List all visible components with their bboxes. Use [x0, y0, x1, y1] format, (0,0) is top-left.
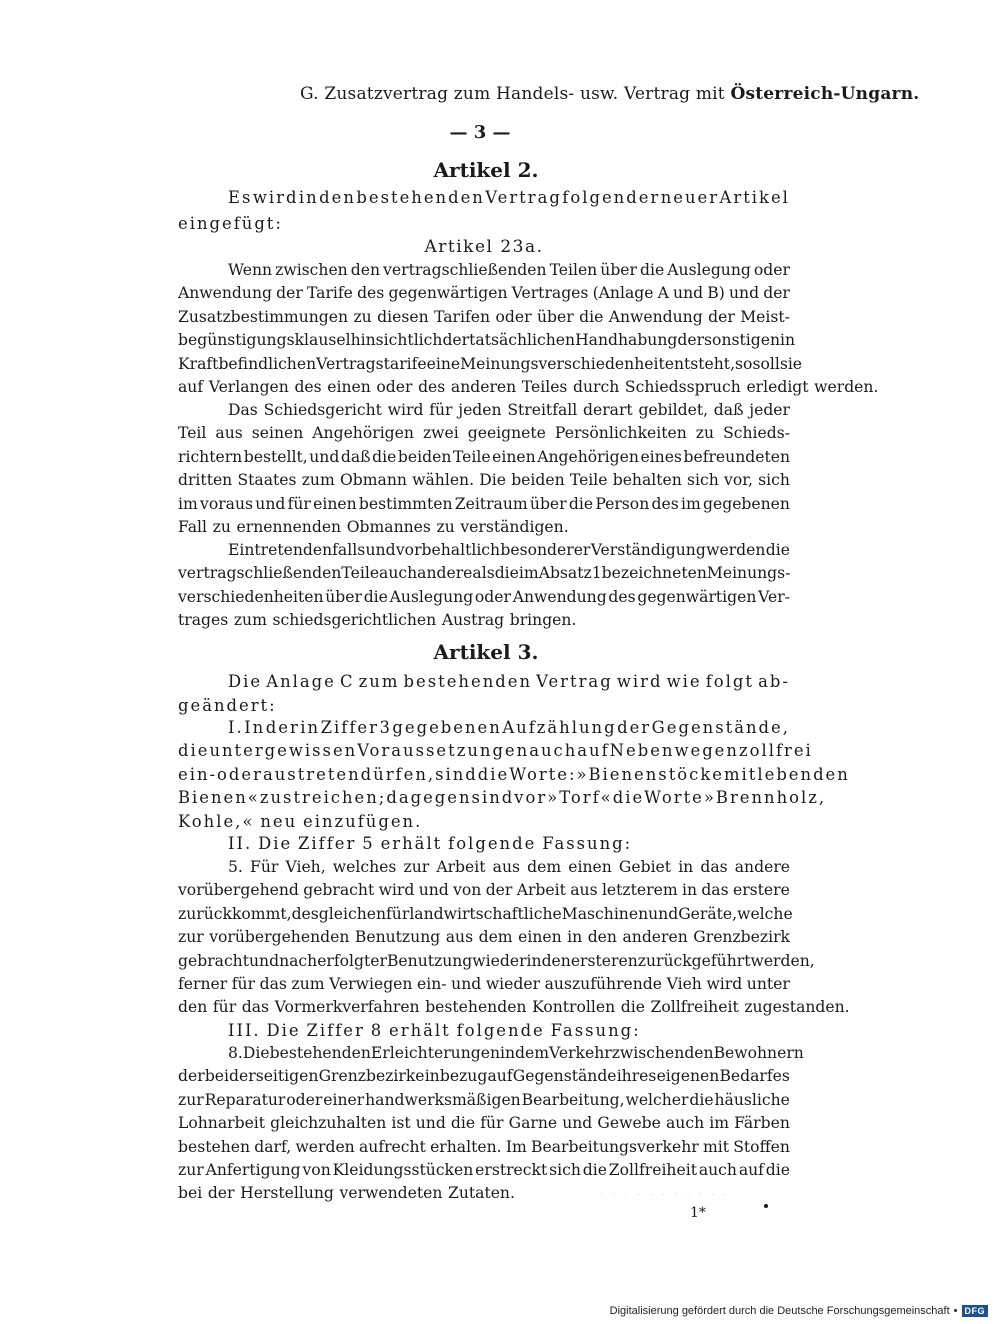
sheet-signature: 1* — [690, 1205, 706, 1221]
text-line: III. Die Ziffer 8 erhält folgende Fassung: — [228, 1021, 641, 1040]
text-line: Fall zu ernennenden Obmannes zu verständigen. — [178, 518, 569, 536]
text-line: ein- oder austreten dürfen, sind die Worte: »Bienenstöcke mit lebenden — [178, 764, 850, 784]
text-line: bestehen darf, werden aufrecht erhalten. Im Bearbeitungsverkehr mit Stoffen — [178, 1137, 790, 1156]
text-line: bei der Herstellung verwendeten Zutaten. — [178, 1184, 515, 1203]
text-line: 8. Die bestehenden Erleichterungen in dem Verkehr zwischen den Bewohnern — [228, 1044, 804, 1062]
text-line: Das Schiedsgericht wird für jeden Streitfall derart gebildet, daß jeder — [228, 401, 790, 419]
text-line: vorübergehend gebracht wird und von der Arbeit aus letzterem in das erstere — [178, 881, 790, 900]
footer-bullet: • — [953, 1305, 958, 1317]
text-line: Wenn zwischen den vertragschließenden Teilen über die Auslegung oder — [228, 261, 790, 279]
digitization-footer — [610, 1302, 988, 1320]
text-line: Die Anlage C zum bestehenden Vertrag wird wie folgt ab- — [228, 672, 790, 691]
text-line: die unter gewissen Voraussetzungen auch auf Nebenwegen zollfrei — [178, 741, 813, 761]
text-line: auf Verlangen des einen oder des anderen Teiles durch Schiedsspruch erledigt werden. — [178, 378, 879, 396]
text-line: Lohnarbeit gleichzuhalten ist und die für Garne und Gewebe auch im Färben — [178, 1114, 790, 1133]
text-line: Eintretendenfalls und vorbehaltlich besonderer Verständigung werden die — [228, 541, 790, 559]
text-line: zur Reparatur oder einer handwerksmäßigen Bearbeitung, welcher die häusliche — [178, 1090, 790, 1109]
faint-print-dots: · · · · · · · · · · · — [600, 1190, 730, 1201]
article-2-heading: Artikel 2. — [433, 158, 539, 182]
text-line: den für das Vormerkverfahren bestehenden Kontrollen die Zollfreiheit zugestanden. — [178, 998, 850, 1017]
text-line: zurückkommt, desgleichen für landwirtschaftliche Maschinen und Geräte, welche — [178, 904, 793, 923]
text-line: Kohle,« neu einzufügen. — [178, 811, 423, 831]
text-line: zur Anfertigung von Kleidungsstücken erstreckt sich die Zollfreiheit auch auf die — [178, 1161, 790, 1179]
text-line: II. Die Ziffer 5 erhält folgende Fassung: — [228, 834, 633, 853]
text-line: verschiedenheiten über die Auslegung oder Anwendung des gegenwärtigen Ver- — [178, 587, 790, 606]
text-line: gebracht und nach erfolgter Benutzung wieder in den ersteren zurückgeführt werden, — [178, 951, 815, 970]
text-line: trages zum schiedsgerichtlichen Austrag bringen. — [178, 611, 577, 630]
text-line: Anwendung der Tarife des gegenwärtigen Vertrages (Anlage A und B) und der — [178, 284, 790, 303]
text-line: dritten Staates zum Obmann wählen. Die beiden Teile behalten sich vor, sich — [178, 471, 790, 490]
text-line: zur vorübergehenden Benutzung aus dem einen in den anderen Grenzbezirk — [178, 928, 790, 947]
text-line: Teil aus seinen Angehörigen zwei geeignete Persönlichkeiten zu Schieds- — [178, 424, 790, 443]
article-3-heading: Artikel 3. — [433, 640, 539, 664]
text-line: Es wird in den bestehenden Vertrag folgender neuer Artikel — [228, 188, 790, 207]
dfg-logo: DFG — [962, 1305, 989, 1317]
running-head-country: Österreich-Ungarn. — [730, 84, 920, 104]
text-line: richtern bestellt, und daß die beiden Teile einen Angehörigen eines befreundeten — [178, 447, 790, 466]
text-line: im voraus und für einen bestimmten Zeitraum über die Person des im gegebenen — [178, 494, 790, 513]
print-dot — [764, 1204, 768, 1208]
text-line: Kraft befindlichen Vertragstarife eine Meinungsverschiedenheit entsteht, so soll sie — [178, 354, 803, 373]
text-line: ferner für das zum Verwiegen ein- und wieder auszuführende Vieh wird unter — [178, 975, 790, 993]
running-head — [300, 84, 920, 104]
article-23a-heading: Artikel 23a. — [424, 237, 544, 257]
text-line: der beiderseitigen Grenzbezirke in bezug auf Gegenstände ihres eigenen Bedarfes — [178, 1067, 790, 1086]
text-line: eingefügt: — [178, 214, 283, 233]
page-number: — 3 — — [449, 122, 511, 143]
running-head-text: G. Zusatzvertrag zum Handels- usw. Vertrag mit — [300, 84, 725, 104]
text-line: I. In der in Ziffer 3 gegebenen Aufzählung der Gegenstände, — [228, 718, 790, 737]
text-line: begünstigungsklausel hinsichtlich der tatsächlichen Handhabung der sonstigen in — [178, 331, 796, 350]
digitization-notice: Digitalisierung gefördert durch die Deutsche Forschungsgemeinschaft — [609, 1305, 950, 1317]
text-line: 5. Für Vieh, welches zur Arbeit aus dem einen Gebiet in das andere — [228, 858, 790, 876]
text-line: geändert: — [178, 696, 277, 715]
text-line: vertragschließenden Teile auch andere als die im Absatz 1 bezeichneten Meinungs- — [178, 564, 791, 583]
text-line: Bienen« zu streichen; dagegen sind vor »Torf« die Worte »Brennholz, — [178, 788, 827, 808]
text-line: Zusatzbestimmungen zu diesen Tarifen oder über die Anwendung der Meist- — [178, 307, 790, 326]
